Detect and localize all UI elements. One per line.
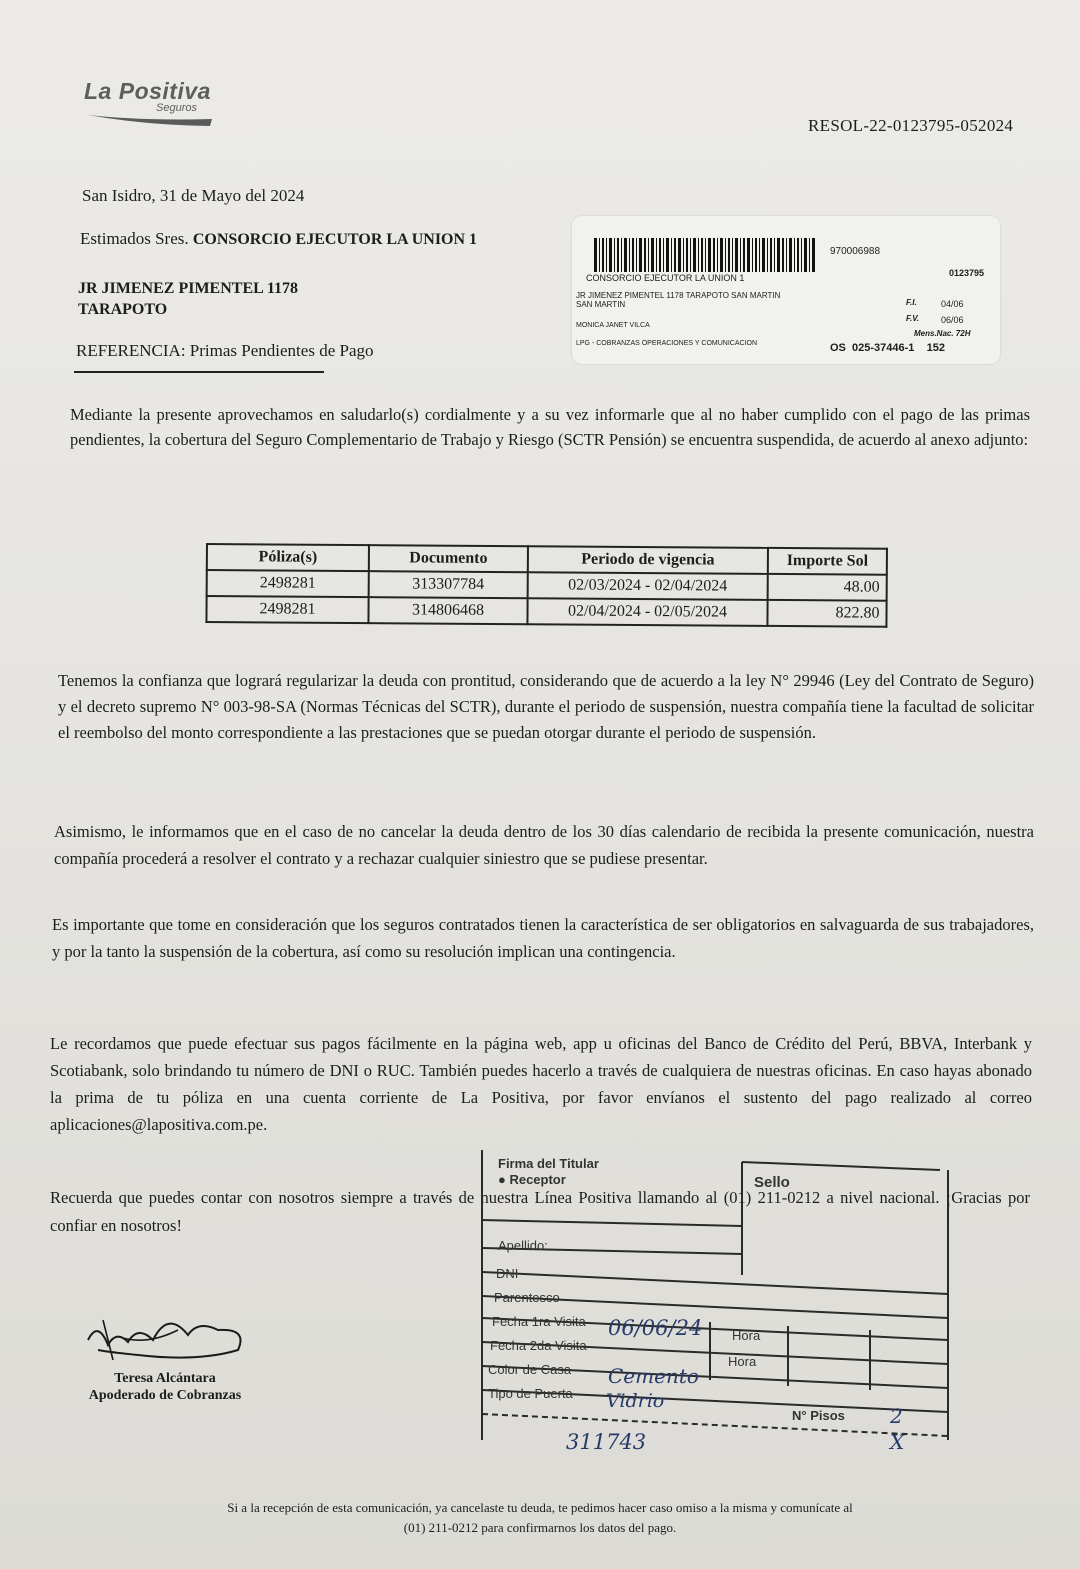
resolution-code: RESOL-22-0123795-052024 xyxy=(808,116,1014,135)
mail-label xyxy=(572,216,1000,364)
label-code: 0123795 xyxy=(948,268,984,278)
stamp-color-value: Cemento xyxy=(608,1364,699,1388)
company-logo xyxy=(84,78,234,132)
stamp-receptor: ● Receptor xyxy=(498,1172,566,1187)
label-os-count: 152 xyxy=(926,342,946,354)
recipient-name: CONSORCIO EJECUTOR LA UNION 1 xyxy=(192,231,478,248)
table-row xyxy=(206,596,886,627)
paragraph-2: Tenemos la confianza que logrará regularizar la deuda con prontitud, considerando que de acuerdo a la ley N° 29946 (Ley del Contrato de Seguro) y el decreto supremo N° 003-98-SA (Normas Técnicas del SCTR), durante el periodo de suspensión, nuestra compañía tiene la facultad de solicitar el reembolso del monto correspondiente a las prestaciones que se puedan otorgar durante el periodo de suspensión. xyxy=(58,671,1034,742)
header-documento: Documento xyxy=(369,545,528,572)
greeting-prefix: Estimados Sres. xyxy=(80,229,189,248)
stamp-color-casa: Color de Casa xyxy=(488,1362,572,1377)
logo-sub: Seguros xyxy=(156,102,197,114)
label-agent: MONICA JANET VILCA xyxy=(576,322,650,329)
paragraph-5: Le recordamos que puede efectuar sus pagos fácilmente en la página web, app u oficinas del Banco de Crédito del Perú, BBVA, Interbank y Scotiabank, solo brindando tu número de DNI o RUC. También puedes hacerlo a través de cualquiera de nuestras oficinas. En caso hayas abonado la prima de tu póliza en una cuenta corriente de La Positiva, por favor envíanos el sustento del pago realizado al correo aplicaciones@lapositiva.com.pe. xyxy=(50,1034,1032,1134)
cell-documento: 314806468 xyxy=(368,597,527,624)
letter-date: San Isidro, 31 de Mayo del 2024 xyxy=(82,186,305,205)
header-periodo: Periodo de vigencia xyxy=(528,546,768,574)
cell-importe: 48.00 xyxy=(768,574,887,601)
label-fi-value: 04/06 xyxy=(941,299,964,309)
stamp-fecha2: Fecha 2da Visita xyxy=(490,1338,587,1353)
stamp-fecha1-value: 06/06/24 xyxy=(608,1316,703,1340)
signature-icon xyxy=(78,1300,258,1370)
cell-periodo: 02/03/2024 - 02/04/2024 xyxy=(528,572,768,600)
label-os xyxy=(830,344,945,353)
label-address-1: JR JIMENEZ PIMENTEL 1178 TARAPOTO SAN MARTIN xyxy=(576,291,781,300)
footer-line-2: (01) 211-0212 para confirmarnos los datos del pago. xyxy=(403,1520,677,1535)
label-os-value: 025-37446-1 xyxy=(852,342,915,354)
logo-name: La Positiva xyxy=(84,78,211,104)
stamp-sello: Sello xyxy=(754,1174,790,1191)
stamp-hora2: Hora xyxy=(728,1354,757,1369)
label-address-2: SAN MARTIN xyxy=(576,300,626,309)
stamp-pisos-label: N° Pisos xyxy=(792,1408,845,1423)
logo-swoosh-icon xyxy=(84,113,214,127)
stamp-hora1: Hora xyxy=(732,1328,761,1343)
stamp-apellido: Apellido: xyxy=(498,1238,548,1253)
label-mens: Mens.Nac. 72H xyxy=(914,329,971,338)
greeting xyxy=(80,229,477,249)
cell-poliza: 2498281 xyxy=(207,570,369,597)
cell-periodo: 02/04/2024 - 02/05/2024 xyxy=(527,598,767,626)
stamp-parentesco: Parentesco xyxy=(494,1290,560,1305)
stamp-tipo-puerta: Tipo de Puerta xyxy=(488,1386,573,1401)
stamp-pisos-value: 2 xyxy=(890,1404,903,1428)
signatory-name: Teresa Alcántara xyxy=(114,1371,216,1386)
stamp-x-mark: X xyxy=(890,1430,905,1454)
address-line-2: TARAPOTO xyxy=(78,301,168,318)
label-os-label: OS xyxy=(830,342,846,354)
cell-importe: 822.80 xyxy=(767,600,886,627)
cell-poliza: 2498281 xyxy=(206,596,368,623)
policy-table xyxy=(205,543,888,628)
header-poliza: Póliza(s) xyxy=(207,544,369,571)
stamp-firma: Firma del Titular xyxy=(498,1156,599,1171)
label-name: CONSORCIO EJECUTOR LA UNION 1 xyxy=(586,273,745,283)
barcode-icon xyxy=(594,238,816,272)
stamp-fecha1: Fecha 1ra Visita xyxy=(492,1314,586,1329)
paragraph-1: Mediante la presente aprovechamos en saludarlo(s) cordialmente y a su vez informarle que al no haber cumplido con el pago de las primas pendientes, la cobertura del Seguro Complementario de Trabajo y Riesgo (SCTR Pensión) se encuentra suspendida, de acuerdo al anexo adjunto: xyxy=(70,405,1030,449)
paragraph-6: Recuerda que puedes contar con nosotros siempre a través de nuestra Línea Positiva llamando al (01) 211-0212 a nivel nacional. ¡Gracias por confiar en nosotros! xyxy=(50,1188,1030,1235)
stamp-suministro-value: 311743 xyxy=(566,1430,647,1454)
footer-note xyxy=(140,1498,940,1538)
cell-documento: 313307784 xyxy=(369,571,528,598)
reference-underline xyxy=(74,371,324,373)
stamp-puerta-value: Vidrio xyxy=(606,1390,665,1412)
label-fv-label: F.V. xyxy=(906,314,920,323)
signatory-title: Apoderado de Cobranzas xyxy=(88,1388,242,1403)
label-fv-value: 06/06 xyxy=(941,315,964,325)
reference: REFERENCIA: Primas Pendientes de Pago xyxy=(76,341,374,360)
label-dept: LPG - COBRANZAS OPERACIONES Y COMUNICACION xyxy=(576,340,757,347)
stamp-dni: DNI xyxy=(496,1266,519,1281)
label-fi-label: F.I. xyxy=(906,298,917,307)
paragraph-4: Es importante que tome en consideración que los seguros contratados tienen la característica de ser obligatorios en salvaguarda de sus trabajadores, y por la tanto la suspensión de la cobertura, así como su resolución implican una contingencia. xyxy=(52,915,1034,961)
footer-line-1: Si a la recepción de esta comunicación, ya cancelaste tu deuda, te pedimos hacer caso omiso a la misma y comunícate al xyxy=(227,1500,853,1515)
label-barcode-number: 970006988 xyxy=(830,246,881,257)
address-line-1: JR JIMENEZ PIMENTEL 1178 xyxy=(78,280,299,297)
signatory xyxy=(60,1370,270,1404)
recipient-address xyxy=(78,278,298,320)
header-importe: Importe Sol xyxy=(768,548,887,575)
delivery-stamp xyxy=(470,1150,960,1454)
paragraph-3: Asimismo, le informamos que en el caso de no cancelar la deuda dentro de los 30 días calendario de recibida la presente comunicación, nuestra compañía procederá a resolver el contrato y a rechazar cualquier siniestro que se pudiese presentar. xyxy=(54,822,1034,868)
